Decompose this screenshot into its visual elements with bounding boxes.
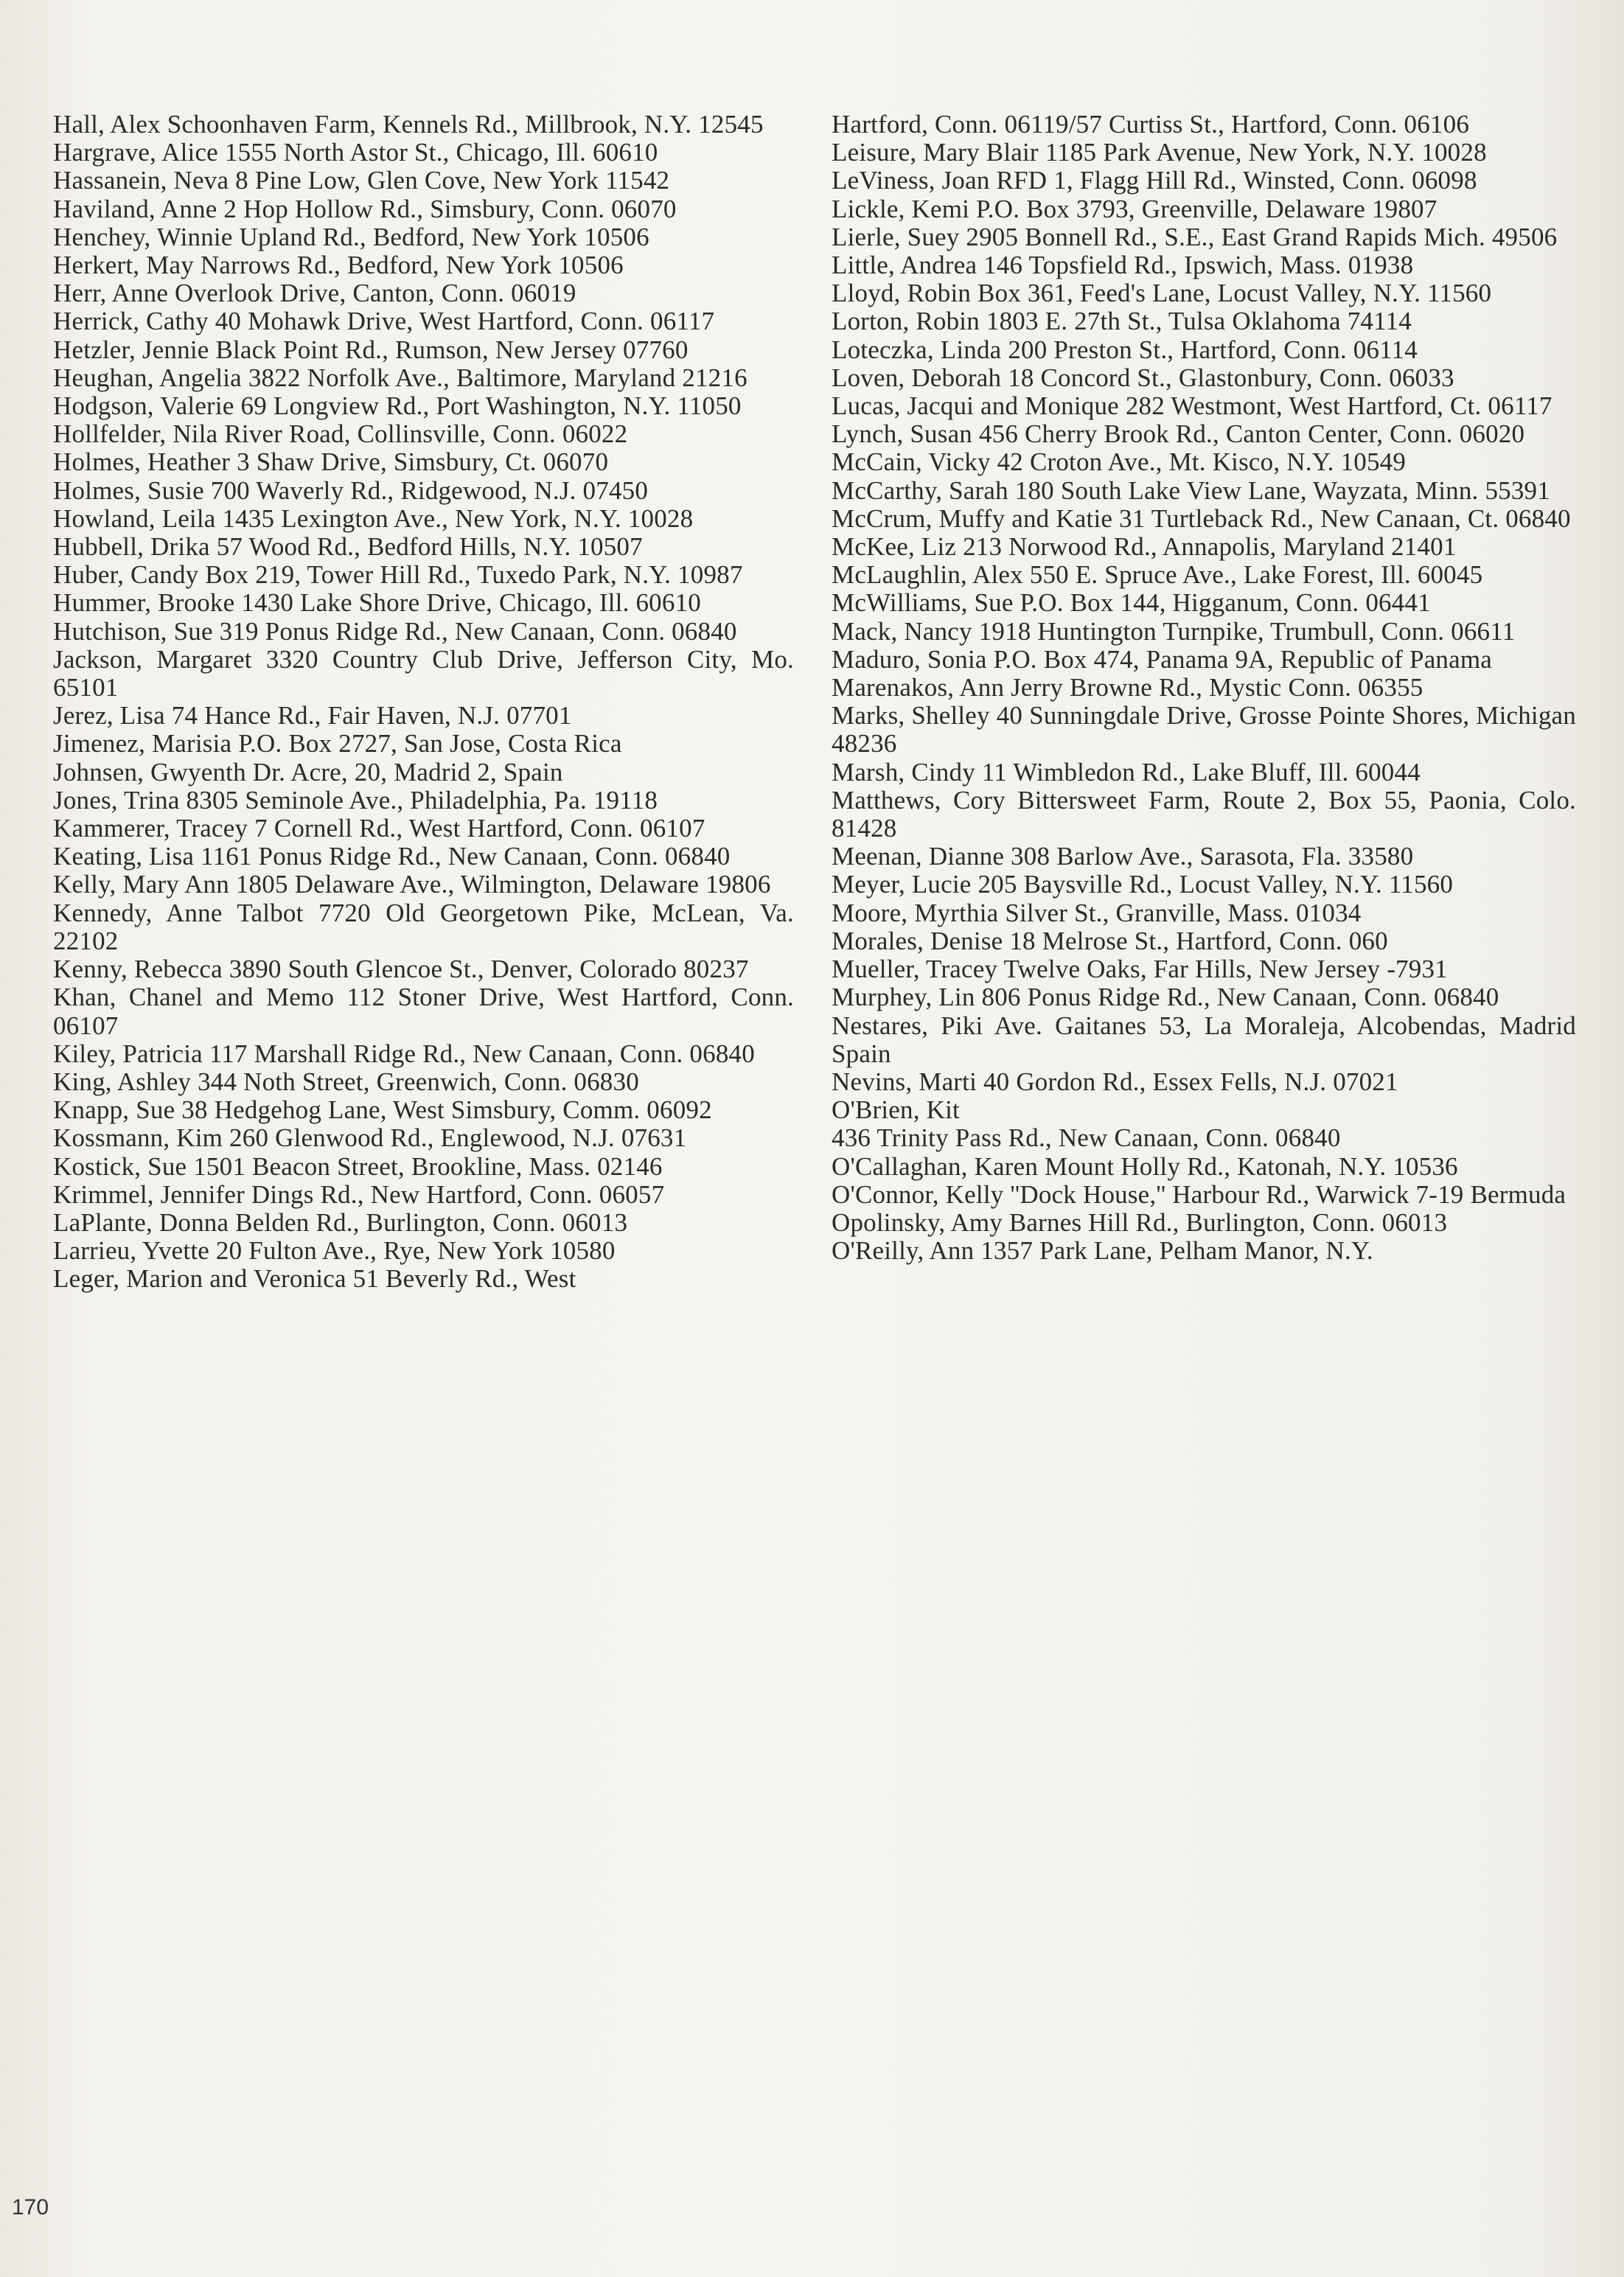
directory-entry: Krimmel, Jennifer Dings Rd., New Hartford, Conn. 06057 [53,1179,665,1209]
directory-entry: Lucas, Jacqui and Monique 282 Westmont, West Hartford, Ct. 06117 [832,391,1552,421]
directory-entry: Huber, Candy Box 219, Tower Hill Rd., Tuxedo Park, N.Y. 10987 [53,560,743,590]
directory-entry: Loven, Deborah 18 Concord St., Glastonbury, Conn. 06033 [832,363,1454,392]
directory-entry: Meyer, Lucie 205 Baysville Rd., Locust Valley, N.Y. 11560 [832,870,1454,899]
directory-entry: Kossmann, Kim 260 Glenwood Rd., Englewood, N.J. 07631 [53,1123,687,1153]
directory-entry: McKee, Liz 213 Norwood Rd., Annapolis, Maryland 21401 [832,532,1457,562]
directory-entry: Henchey, Winnie Upland Rd., Bedford, New York 10506 [53,222,649,251]
directory-entry: Knapp, Sue 38 Hedgehog Lane, West Simsbury, Comm. 06092 [53,1095,712,1125]
directory-entry: Mueller, Tracey Twelve Oaks, Far Hills, New Jersey -7931 [832,955,1448,984]
directory-entry: Lynch, Susan 456 Cherry Brook Rd., Canton Center, Conn. 06020 [832,419,1525,449]
directory-entry: O'Callaghan, Karen Mount Holly Rd., Katonah, N.Y. 10536 [832,1151,1458,1181]
page-number: 170 [12,2195,49,2220]
directory-entry: Marenakos, Ann Jerry Browne Rd., Mystic Conn. 06355 [832,673,1423,702]
directory-entry: Nestares, Piki Ave. Gaitanes 53, La Moraleja, Alcobendas, Madrid Spain [832,1011,1576,1068]
directory-entry: Hodgson, Valerie 69 Longview Rd., Port Washington, N.Y. 11050 [53,391,742,421]
left-column [53,111,794,1294]
directory-entry: Moore, Myrthia Silver St., Granville, Mass. 01034 [832,898,1362,927]
directory-entry: Hummer, Brooke 1430 Lake Shore Drive, Chicago, Ill. 60610 [53,588,701,618]
directory-entry: Lloyd, Robin Box 361, Feed's Lane, Locust Valley, N.Y. 11560 [832,279,1492,308]
directory-entry: Hubbell, Drika 57 Wood Rd., Bedford Hills, N.Y. 10507 [53,532,643,562]
directory-entry: Jones, Trina 8305 Seminole Ave., Philadelphia, Pa. 19118 [53,785,658,815]
directory-entry: Loteczka, Linda 200 Preston St., Hartford, Conn. 06114 [832,335,1418,364]
directory-entry: O'Reilly, Ann 1357 Park Lane, Pelham Manor, N.Y. [832,1236,1373,1266]
directory-entry: Holmes, Heather 3 Shaw Drive, Simsbury, Ct. 06070 [53,447,609,477]
directory-entry: 436 Trinity Pass Rd., New Canaan, Conn. 06840 [832,1123,1341,1153]
directory-entry: Kiley, Patricia 117 Marshall Ridge Rd., New Canaan, Conn. 06840 [53,1039,755,1068]
directory-entry: Hetzler, Jennie Black Point Rd., Rumson, New Jersey 07760 [53,335,689,364]
directory-entry: Marks, Shelley 40 Sunningdale Drive, Grosse Pointe Shores, Michigan 48236 [832,701,1576,759]
directory-entry: Hassanein, Neva 8 Pine Low, Glen Cove, New York 11542 [53,166,670,195]
directory-entry: Kostick, Sue 1501 Beacon Street, Brookline, Mass. 02146 [53,1151,663,1181]
directory-entry: Kennedy, Anne Talbot 7720 Old Georgetown Pike, McLean, Va. 22102 [53,898,794,955]
directory-entry: Lickle, Kemi P.O. Box 3793, Greenville, Delaware 19807 [832,194,1437,223]
directory-entry: Lierle, Suey 2905 Bonnell Rd., S.E., East Grand Rapids Mich. 49506 [832,222,1558,251]
directory-entry: McCain, Vicky 42 Croton Ave., Mt. Kisco, N.Y. 10549 [832,447,1407,477]
directory-entry: Haviland, Anne 2 Hop Hollow Rd., Simsbury, Conn. 06070 [53,194,677,223]
directory-entry: LaPlante, Donna Belden Rd., Burlington, Conn. 06013 [53,1207,628,1237]
directory-entry: Hutchison, Sue 319 Ponus Ridge Rd., New Canaan, Conn. 06840 [53,616,737,646]
directory-entry: Matthews, Cory Bittersweet Farm, Route 2, Box 55, Paonia, Colo. 81428 [832,785,1576,843]
directory-entry: Leger, Marion and Veronica 51 Beverly Rd., West [53,1264,576,1294]
directory-entry: Herkert, May Narrows Rd., Bedford, New York 10506 [53,251,624,280]
directory-entry: Kenny, Rebecca 3890 South Glencoe St., Denver, Colorado 80237 [53,955,749,984]
directory-entry: Howland, Leila 1435 Lexington Ave., New York, N.Y. 10028 [53,503,694,533]
directory-entry: Nevins, Marti 40 Gordon Rd., Essex Fells, N.J. 07021 [832,1067,1398,1096]
directory-entry: Marsh, Cindy 11 Wimbledon Rd., Lake Bluff, Ill. 60044 [832,757,1421,787]
directory-entry: Jerez, Lisa 74 Hance Rd., Fair Haven, N.J. 07701 [53,701,572,730]
directory-entry: Hartford, Conn. 06119/57 Curtiss St., Hartford, Conn. 06106 [832,110,1470,139]
directory-entry: LeViness, Joan RFD 1, Flagg Hill Rd., Winsted, Conn. 06098 [832,166,1477,195]
directory-entry: Khan, Chanel and Memo 112 Stoner Drive, West Hartford, Conn. 06107 [53,983,794,1040]
directory-entry: Maduro, Sonia P.O. Box 474, Panama 9A, Republic of Panama [832,644,1493,674]
directory-entry: Murphey, Lin 806 Ponus Ridge Rd., New Canaan, Conn. 06840 [832,983,1499,1012]
directory-entry: McWilliams, Sue P.O. Box 144, Higganum, Conn. 06441 [832,588,1431,618]
directory-entry: King, Ashley 344 Noth Street, Greenwich, Conn. 06830 [53,1067,639,1096]
directory-entry: Hargrave, Alice 1555 North Astor St., Chicago, Ill. 60610 [53,138,658,167]
directory-entry: Johnsen, Gwyenth Dr. Acre, 20, Madrid 2, Spain [53,757,563,787]
directory-entry: Keating, Lisa 1161 Ponus Ridge Rd., New Canaan, Conn. 06840 [53,842,731,871]
directory-entry: Lorton, Robin 1803 E. 27th St., Tulsa Oklahoma 74114 [832,307,1412,336]
directory-entry: Hall, Alex Schoonhaven Farm, Kennels Rd., Millbrook, N.Y. 12545 [53,110,764,139]
directory-entry: McCrum, Muffy and Katie 31 Turtleback Rd., New Canaan, Ct. 06840 [832,503,1571,533]
directory-entry: Herr, Anne Overlook Drive, Canton, Conn. 06019 [53,279,576,308]
right-column [832,111,1576,1265]
directory-entry: Mack, Nancy 1918 Huntington Turnpike, Trumbull, Conn. 06611 [832,616,1516,646]
directory-entry: McLaughlin, Alex 550 E. Spruce Ave., Lake Forest, Ill. 60045 [832,560,1483,590]
directory-entry: Little, Andrea 146 Topsfield Rd., Ipswich, Mass. 01938 [832,251,1414,280]
directory-entry: Meenan, Dianne 308 Barlow Ave., Sarasota, Fla. 33580 [832,842,1414,871]
directory-entry: Hollfelder, Nila River Road, Collinsville, Conn. 06022 [53,419,628,449]
directory-entry: O'Connor, Kelly ''Dock House,'' Harbour Rd., Warwick 7-19 Bermuda [832,1179,1567,1209]
directory-entry: O'Brien, Kit [832,1095,960,1125]
directory-entry: Kammerer, Tracey 7 Cornell Rd., West Hartford, Conn. 06107 [53,814,705,843]
directory-entry: Herrick, Cathy 40 Mohawk Drive, West Hartford, Conn. 06117 [53,307,715,336]
directory-entry: McCarthy, Sarah 180 South Lake View Lane, Wayzata, Minn. 55391 [832,475,1550,505]
directory-entry: Kelly, Mary Ann 1805 Delaware Ave., Wilmington, Delaware 19806 [53,870,771,899]
directory-entry: Jimenez, Marisia P.O. Box 2727, San Jose, Costa Rica [53,729,622,759]
directory-entry: Holmes, Susie 700 Waverly Rd., Ridgewood, N.J. 07450 [53,475,649,505]
directory-entry: Heughan, Angelia 3822 Norfolk Ave., Baltimore, Maryland 21216 [53,363,747,392]
directory-entry: Leisure, Mary Blair 1185 Park Avenue, New York, N.Y. 10028 [832,138,1487,167]
directory-entry: Jackson, Margaret 3320 Country Club Drive, Jefferson City, Mo. 65101 [53,644,794,702]
directory-entry: Larrieu, Yvette 20 Fulton Ave., Rye, New York 10580 [53,1236,616,1266]
directory-entry: Morales, Denise 18 Melrose St., Hartford, Conn. 060 [832,926,1388,955]
directory-entry: Opolinsky, Amy Barnes Hill Rd., Burlington, Conn. 06013 [832,1207,1448,1237]
